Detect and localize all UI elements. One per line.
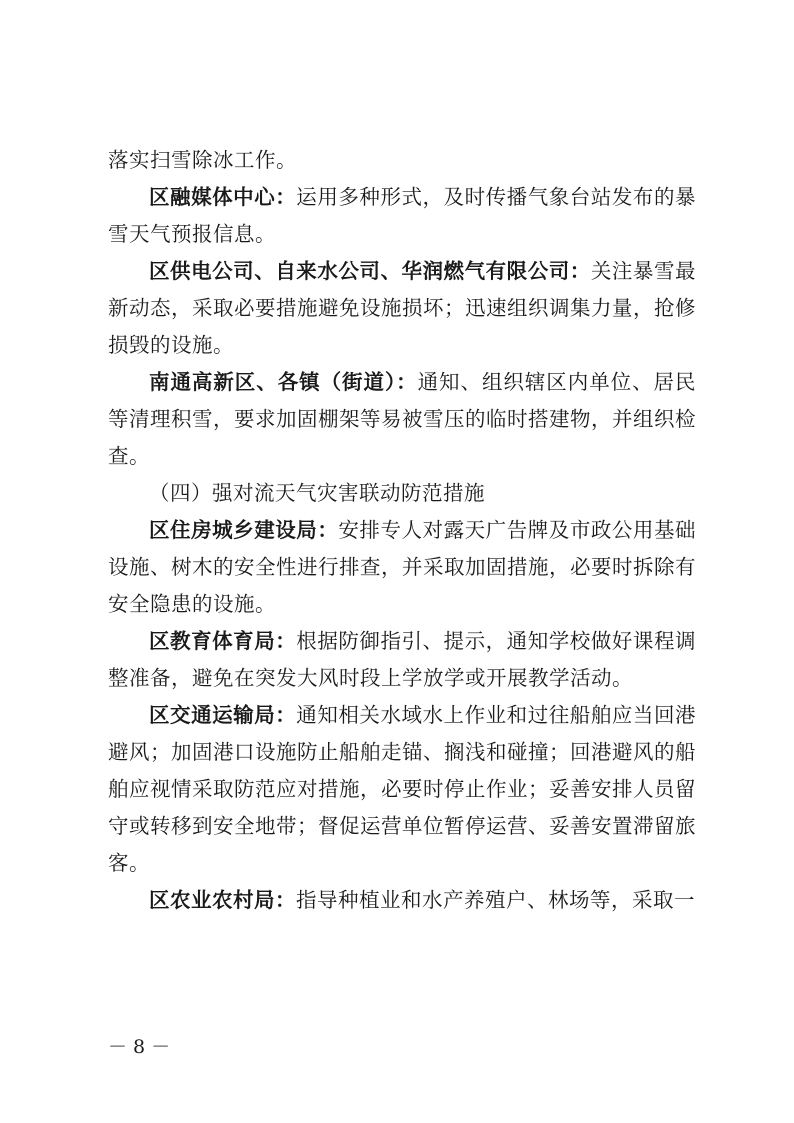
paragraph-lead: 区供电公司、自来水公司、华润燃气有限公司： (149, 259, 591, 283)
section-heading: （四）强对流天气灾害联动防范措施 (149, 481, 485, 505)
paragraph-agriculture (108, 882, 696, 919)
paragraph-text: 安排专人对露天广告牌及市政公用基础设施、树木的安全性进行排查，并采取加固措施，必要时拆除有安全隐患的设施。 (108, 518, 697, 616)
paragraph-lead: 南通高新区、各镇（街道）： (149, 370, 418, 394)
paragraph-utilities (108, 253, 696, 364)
paragraph-lead: 区融媒体中心： (149, 185, 297, 209)
paragraph-text: 通知、组织辖区内单位、居民等清理积雪，要求加固棚架等易被雪压的临时搭建物，并组织检查。 (108, 370, 697, 468)
paragraph-text: 指导种植业和水产养殖户、林场等，采取一 (296, 888, 695, 912)
paragraph-lead: 区住房城乡建设局： (149, 518, 339, 542)
page-number: － 8 － (108, 1036, 171, 1058)
paragraph-transport (108, 697, 696, 882)
paragraph-districts (108, 364, 696, 475)
paragraph-text: 关注暴雪最新动态，采取必要措施避免设施损坏；迅速组织调集力量，抢修损毁的设施。 (108, 259, 697, 357)
paragraph-lead: 区农业农村局： (149, 888, 296, 912)
paragraph-text: 根据防御指引、提示，通知学校做好课程调整准备，避免在突发大风时段上学放学或开展教学活动。 (108, 629, 697, 690)
paragraph-lead: 区交通运输局： (149, 703, 297, 727)
paragraph-continuation (108, 142, 696, 179)
document-body (108, 142, 696, 919)
paragraph-media-center (108, 179, 696, 253)
paragraph-text: 通知相关水域水上作业和过往船舶应当回港避风；加固港口设施防止船舶走锚、搁浅和碰撞；回港避风的船舶应视情采取防范应对措施，必要时停止作业；妥善安排人员留守或转移到安全地带；督促运营单位暂停运营、妥善安置滞留旅客。 (108, 703, 697, 875)
paragraph-education (108, 623, 696, 697)
paragraph-text: 落实扫雪除冰工作。 (108, 148, 297, 172)
paragraph-lead: 区教育体育局： (149, 629, 297, 653)
paragraph-text: 运用多种形式，及时传播气象台站发布的暴雪天气预报信息。 (108, 185, 697, 246)
paragraph-housing (108, 512, 696, 623)
